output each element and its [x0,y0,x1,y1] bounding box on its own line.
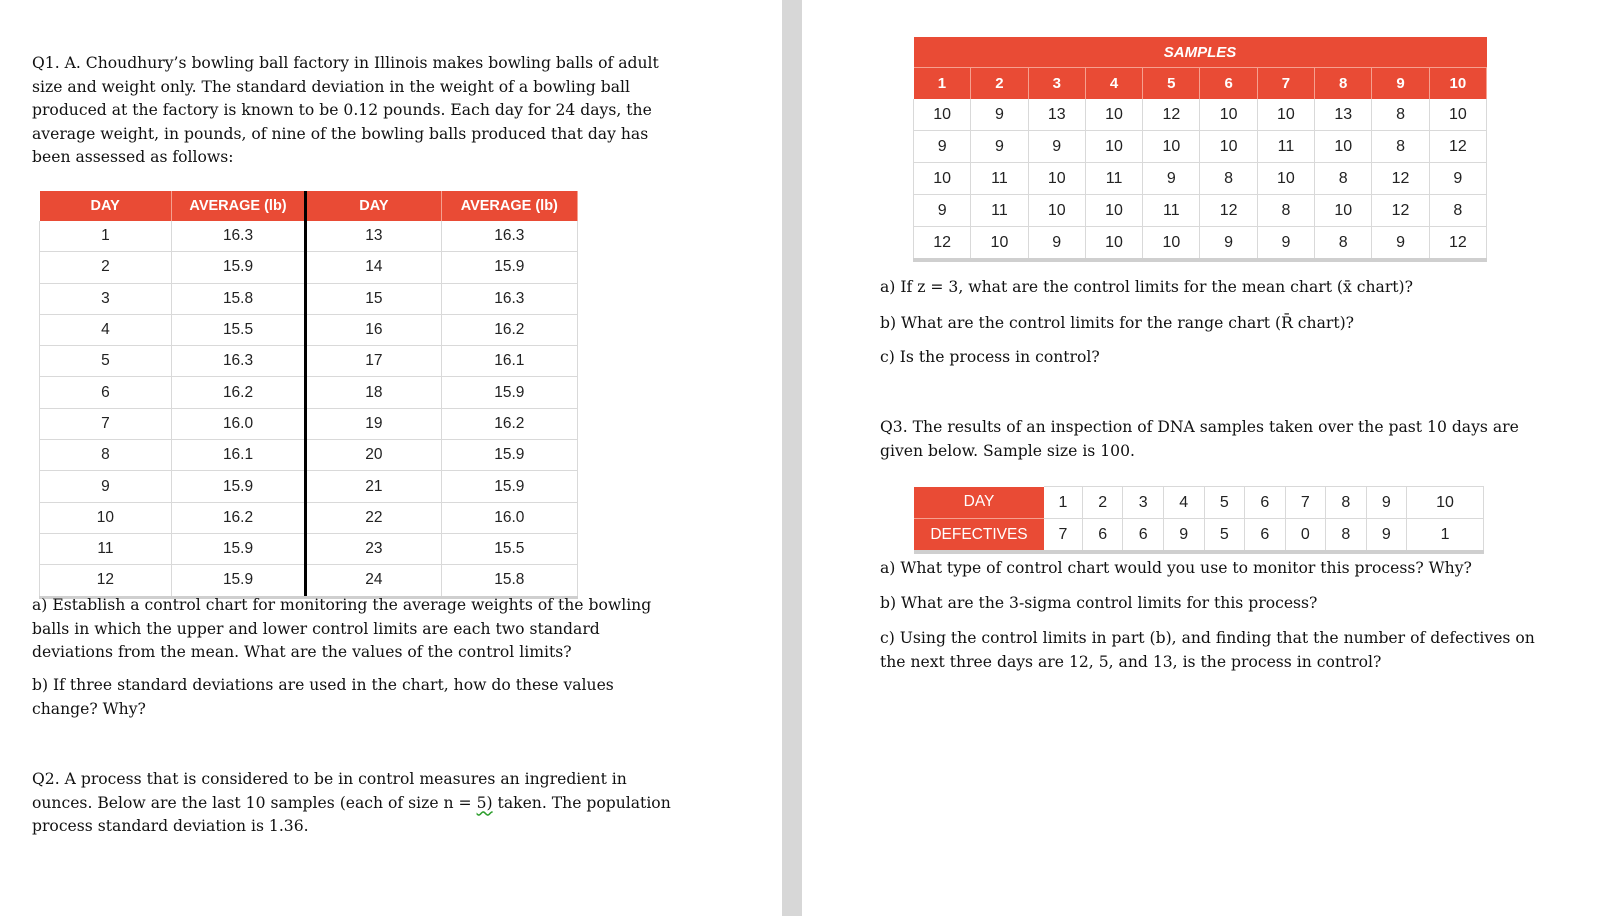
q1-table-cell: 16.3 [171,221,305,252]
q1-table-cell: 13 [306,221,441,252]
q2-table-row [914,99,1487,131]
q3-defectives-cell: 7 [1044,519,1082,553]
q3-defectives-cell: 6 [1082,519,1123,553]
q3-defectives-cell: 1 [1407,519,1484,553]
q2-table-cell: 9 [1257,227,1314,261]
q2-table-cell: 9 [971,99,1028,131]
q1-table-cell: 16.3 [171,346,305,377]
q2-table-cell: 8 [1315,227,1372,261]
q1-table-cell: 1 [40,221,172,252]
q3-defectives-cell: 0 [1285,519,1326,553]
q2-table-cell: 10 [1429,99,1486,131]
q2-table-cell: 8 [1315,163,1372,195]
q1-table-cell: 8 [40,440,172,471]
q3-defectives-cell: 9 [1366,519,1407,553]
q1-table-cell: 16.3 [441,221,577,252]
q1-table-cell: 20 [306,440,441,471]
q3-defectives-cell: 6 [1123,519,1164,553]
q1-table-cell: 18 [306,377,441,408]
q2-table-header [914,68,1487,100]
q1-question-b: b) If three standard deviations are used in the chart, how do these values change? Why? [32,676,614,718]
q2-table-cell: 10 [1143,131,1200,163]
q1-table-cell: 15.9 [441,377,577,408]
q2-header-cell: 5 [1143,68,1200,100]
q1-table-cell: 16.0 [441,502,577,533]
q1-table-cell: 15.5 [171,314,305,345]
q1-table-row [40,346,578,377]
q2-table-cell: 9 [914,131,971,163]
q1-table-row [40,471,578,502]
q1-table-row [40,440,578,471]
q2-table-row [914,227,1487,261]
q1-table-header [40,191,578,221]
q1-table-row [40,283,578,314]
q1-header-average-2: AVERAGE (lb) [441,191,577,221]
q2-table-cell: 12 [914,227,971,261]
q2-header-cell: 2 [971,68,1028,100]
q1-table-cell: 22 [306,502,441,533]
q2-table-cell: 8 [1372,99,1429,131]
q2-table-cell: 12 [1429,131,1486,163]
q2-header-cell: 1 [914,68,971,100]
q2-table-cell: 11 [1143,195,1200,227]
q1-table-cell: 16.2 [441,408,577,439]
q1-table-cell: 15.9 [171,565,305,597]
q1-header-day-2: DAY [306,191,441,221]
q1-table-cell: 16.1 [441,346,577,377]
q2-table-cell: 9 [1028,131,1085,163]
q1-table-cell: 15.8 [171,283,305,314]
q2-table-row [914,195,1487,227]
q2-table-row [914,131,1487,163]
q2-table-cell: 10 [1085,227,1142,261]
q3-defectives-row [914,519,1484,553]
q1-table-cell: 15 [306,283,441,314]
q2-table-cell: 8 [1372,131,1429,163]
q2-header-cell: 4 [1085,68,1142,100]
q3-day-cell: 5 [1204,487,1245,519]
q2-table-cell: 12 [1200,195,1257,227]
q2-table-cell: 13 [1315,99,1372,131]
q1-table-cell: 21 [306,471,441,502]
q1-table-cell: 10 [40,502,172,533]
q1-table-cell: 9 [40,471,172,502]
q2-header-cell: 10 [1429,68,1486,100]
q1-table-cell: 15.9 [171,252,305,283]
q2-table-cell: 10 [1085,195,1142,227]
q2-table-cell: 12 [1143,99,1200,131]
q1-table-cell: 6 [40,377,172,408]
q1-table-cell: 16.2 [171,502,305,533]
q3-day-cell: 10 [1407,487,1484,519]
q1-question-a: a) Establish a control chart for monitoring the average weights of the bowling balls in which the upper and lower control limits are each two standard deviations from the mean. What are the values of the control limits? [32,596,652,661]
q2-table-cell: 10 [1200,131,1257,163]
q1-table-cell: 12 [40,565,172,597]
q2-sample-size-flagged: 5) [476,793,493,812]
q2-samples-table [913,37,1487,262]
q2-table-cell: 12 [1372,163,1429,195]
q2-table-cell: 10 [1257,163,1314,195]
q1-table-cell: 24 [306,565,441,597]
q3-day-cell: 8 [1326,487,1367,519]
q1-table-cell: 15.8 [441,565,577,597]
q1-table-cell: 15.9 [441,440,577,471]
q1-table-cell: 19 [306,408,441,439]
q1-table [39,191,578,599]
q1-table-cell: 16.3 [441,283,577,314]
q2-question-c: c) Is the process in control? [880,348,1100,366]
q2-table-cell: 9 [1143,163,1200,195]
q2-table-cell: 10 [1085,131,1142,163]
q2-table-cell: 9 [914,195,971,227]
q3-defectives-cell: 6 [1245,519,1286,553]
q1-table-cell: 15.9 [171,471,305,502]
q1-table-cell: 2 [40,252,172,283]
q3-day-cell: 2 [1082,487,1123,519]
q2-header-cell: 7 [1257,68,1314,100]
page-gutter [782,0,802,916]
q1-table-cell: 15.5 [441,533,577,564]
q2-intro-end: taken. The population process standard deviation is 1.36. [32,793,671,835]
q2-table-cell: 10 [1315,131,1372,163]
q1-header-day-1: DAY [40,191,172,221]
q2-table-cell: 9 [1372,227,1429,261]
q3-day-cell: 6 [1245,487,1286,519]
q2-table-cell: 9 [971,131,1028,163]
q1-table-cell: 7 [40,408,172,439]
q2-table-cell: 10 [1200,99,1257,131]
q2-table-cell: 9 [1028,227,1085,261]
q1-table-cell: 5 [40,346,172,377]
q1-table-row [40,377,578,408]
q1-table-cell: 16.2 [441,314,577,345]
q1-table-row [40,314,578,345]
q3-days-row [914,487,1484,519]
q1-table-row [40,502,578,533]
q2-table-cell: 10 [1028,195,1085,227]
q1-table-cell: 16.1 [171,440,305,471]
q3-day-cell: 7 [1285,487,1326,519]
q2-table-cell: 10 [914,163,971,195]
q1-table-cell: 16.0 [171,408,305,439]
q1-table-cell: 16.2 [171,377,305,408]
q1-table-row [40,408,578,439]
q1-table-row [40,252,578,283]
q2-table-cell: 10 [1143,227,1200,261]
q2-table-cell: 8 [1257,195,1314,227]
q2-table-cell: 12 [1372,195,1429,227]
q3-day-label: DAY [914,487,1044,519]
q2-table-cell: 10 [971,227,1028,261]
q1-table-cell: 23 [306,533,441,564]
q2-header-cell: 3 [1028,68,1085,100]
q3-defectives-label: DEFECTIVES [914,519,1044,553]
q2-table-cell: 13 [1028,99,1085,131]
q3-intro: Q3. The results of an inspection of DNA samples taken over the past 10 days are given below. Sample size is 100. [880,418,1519,460]
q3-day-cell: 4 [1164,487,1205,519]
q2-table-cell: 10 [914,99,971,131]
q2-table-cell: 9 [1429,163,1486,195]
q2-table-cell: 10 [1028,163,1085,195]
q2-question-b: b) What are the control limits for the range chart (R̄ chart)? [880,314,1355,332]
q1-table-row [40,565,578,597]
q2-table-cell: 10 [1315,195,1372,227]
q3-day-cell: 3 [1123,487,1164,519]
q2-header-cell: 6 [1200,68,1257,100]
q2-table-cell: 10 [1257,99,1314,131]
q2-table-cell: 8 [1200,163,1257,195]
q2-intro-start: Q2. A process that is considered to be in control measures an ingredient in ounces. Below are the last 10 samples (each of size n = [32,770,627,812]
q2-table-cell: 11 [971,163,1028,195]
q1-table-cell: 3 [40,283,172,314]
q3-day-cell: 9 [1366,487,1407,519]
q2-table-cell: 9 [1200,227,1257,261]
q1-table-cell: 15.9 [441,471,577,502]
q1-table-cell: 4 [40,314,172,345]
q1-intro: Q1. A. Choudhury’s bowling ball factory in Illinois makes bowling balls of adult size and weight only. The standard deviation in the weight of a bowling ball produced at the factory is known to be 0.12 pounds. Each day for 24 days, the average weight, in pounds, of nine of the bowling balls produced that day has been assessed as follows: [32,54,659,166]
q2-question-a: a) If z = 3, what are the control limits for the mean chart (x̄ chart)? [880,278,1413,296]
q3-question-b: b) What are the 3-sigma control limits for this process? [880,594,1318,612]
q2-table-cell: 8 [1429,195,1486,227]
q2-table-cell: 11 [1085,163,1142,195]
q1-table-body [40,221,578,597]
q1-header-average-1: AVERAGE (lb) [171,191,305,221]
q2-table-cell: 11 [1257,131,1314,163]
q1-table-cell: 15.9 [441,252,577,283]
q1-table-cell: 15.9 [171,533,305,564]
q2-table-row [914,163,1487,195]
q2-header-cell: 9 [1372,68,1429,100]
q3-defectives-cell: 9 [1164,519,1205,553]
q3-day-cell: 1 [1044,487,1082,519]
q2-intro [32,768,682,839]
q2-header-cell: 8 [1315,68,1372,100]
q1-table-cell: 16 [306,314,441,345]
q1-table-row [40,221,578,252]
q3-question-a: a) What type of control chart would you use to monitor this process? Why? [880,559,1472,577]
q3-defectives-cell: 5 [1204,519,1245,553]
q1-table-cell: 17 [306,346,441,377]
q3-defectives-cell: 8 [1326,519,1367,553]
q2-table-cell: 11 [971,195,1028,227]
q1-table-cell: 11 [40,533,172,564]
q3-defectives-table [914,486,1484,554]
q2-table-title: SAMPLES [914,37,1487,68]
q3-question-c: c) Using the control limits in part (b), and finding that the number of defectives on the next three days are 12, 5, and 13, is the process in control? [880,629,1535,671]
q2-table-cell: 10 [1085,99,1142,131]
q2-table-cell: 12 [1429,227,1486,261]
q1-table-row [40,533,578,564]
q1-table-cell: 14 [306,252,441,283]
